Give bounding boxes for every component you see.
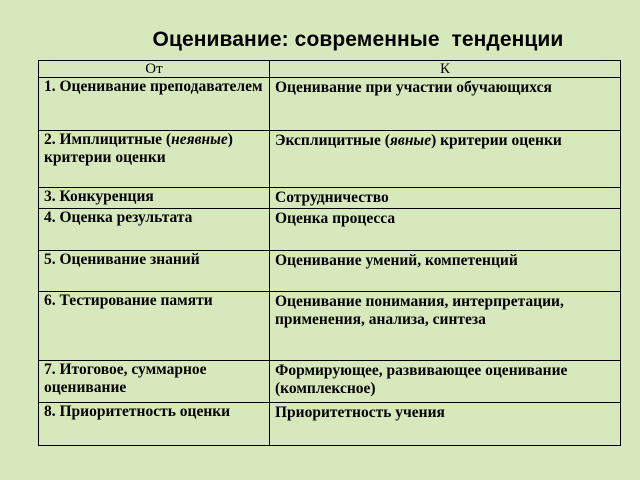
row-2-to-text: Эксплицитные ( — [275, 132, 390, 149]
row-3-from: 3. Конкуренция — [39, 188, 270, 209]
header-to: К — [270, 61, 621, 78]
row-1-to: Оценивание при участии обучающихся — [270, 78, 621, 131]
comparison-table — [38, 60, 621, 446]
page-title: Оценивание: современные тенденции — [152, 28, 564, 51]
table-row — [39, 292, 621, 361]
table-row — [39, 188, 621, 209]
row-2-from-text-end: ) критерии оценки — [44, 131, 233, 166]
row-2-to-text-end: ) критерии оценки — [431, 132, 562, 149]
row-4-to: Оценка процесса — [270, 209, 621, 251]
row-6-from: 6. Тестирование памяти — [39, 292, 270, 361]
row-4-from: 4. Оценка результата — [39, 209, 270, 251]
table-row — [39, 78, 621, 131]
table-header-row — [39, 61, 621, 78]
row-5-to: Оценивание умений, компетенций — [270, 251, 621, 292]
row-2-to — [270, 131, 621, 188]
table-row — [39, 361, 621, 403]
row-7-to: Формирующее, развивающее оценивание (комплексное) — [270, 361, 621, 403]
table-row — [39, 209, 621, 251]
row-5-from: 5. Оценивание знаний — [39, 251, 270, 292]
table-row — [39, 403, 621, 446]
row-8-from: 8. Приоритетность оценки — [39, 403, 270, 446]
row-3-to: Сотрудничество — [270, 188, 621, 209]
row-8-to: Приоритетность учения — [270, 403, 621, 446]
row-2-from-emphasis: неявные — [171, 131, 228, 148]
row-7-from: 7. Итоговое, суммарное оценивание — [39, 361, 270, 403]
header-from: От — [39, 61, 270, 78]
table-row — [39, 251, 621, 292]
row-1-from: 1. Оценивание преподавателем — [39, 78, 270, 131]
row-2-from-text: 2. Имплицитные ( — [44, 131, 172, 148]
row-2-from — [39, 131, 270, 188]
row-6-to: Оценивание понимания, интерпретации, применения, анализа, синтеза — [270, 292, 621, 361]
table-row — [39, 131, 621, 188]
row-2-to-emphasis: явные — [389, 132, 432, 149]
